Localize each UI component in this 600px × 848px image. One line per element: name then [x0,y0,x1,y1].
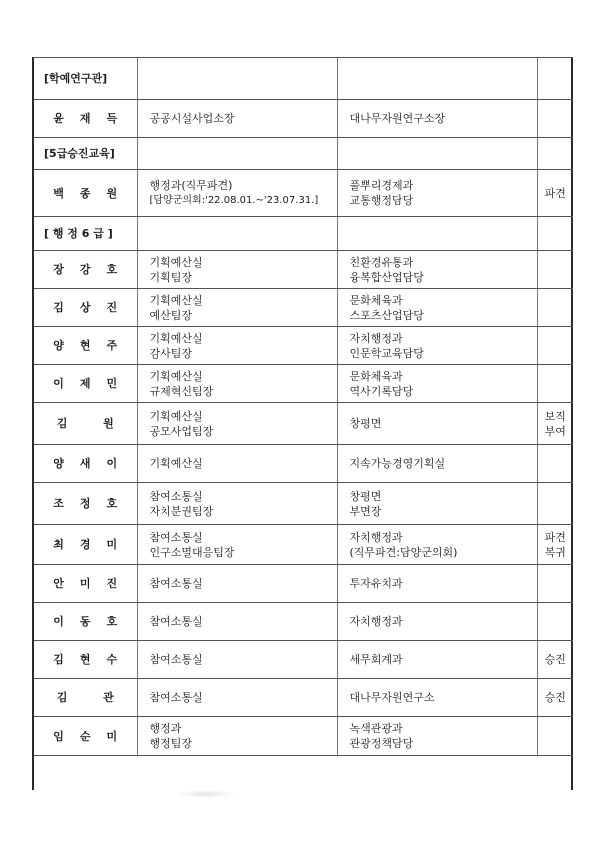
position-text: 창평면 [349,417,382,430]
position-text: 공공시설사업소장 [149,112,235,125]
section-heading: [5급승진교육] [34,138,137,170]
position-text: 세무회계과 [349,653,403,666]
empty-cell [337,138,537,170]
previous-position [137,251,337,289]
remark [537,525,573,565]
personnel-roster [32,57,573,790]
position-text: 대나무자원연구소장 [349,112,446,125]
new-position [337,170,537,217]
position-text: (직무파견:담양군의회) [349,545,458,559]
position-text: 역사기록담당 [349,384,414,398]
person-name: 백종원 [34,170,137,217]
person-name: 김 원 [34,403,137,445]
remark [537,327,573,365]
remark [537,251,573,289]
previous-position [137,603,337,641]
new-position [337,525,537,565]
section-row [34,58,573,100]
table-row [34,327,573,365]
person-name: 안미진 [34,565,137,603]
previous-position [137,289,337,327]
previous-position [137,403,337,445]
person-name: 김상진 [34,289,137,327]
section-row [34,138,573,170]
table-row [34,603,573,641]
table-row [34,717,573,756]
previous-position [137,327,337,365]
empty-cell [337,217,537,251]
position-text: 자치행정과 [349,331,403,345]
new-position [337,403,537,445]
person-name: 김 관 [34,679,137,717]
previous-position [137,679,337,717]
remark-text: 부여 [544,424,566,438]
new-position [337,603,537,641]
remark [537,565,573,603]
position-text: 기획예산실 [149,293,203,307]
table-row [34,641,573,679]
empty-cell [337,58,537,100]
position-text: 공모사업팀장 [149,424,214,438]
remark [537,483,573,525]
new-position [337,445,537,483]
position-text: 녹색관광과 [349,722,403,735]
position-text: 참여소통실 [149,489,203,503]
empty-cell [137,138,337,170]
person-name: 이제민 [34,365,137,403]
new-position [337,565,537,603]
remark [537,679,573,717]
person-name: 장강호 [34,251,137,289]
table-row [34,403,573,445]
empty-cell [137,58,337,100]
position-text: 문화체육과 [349,293,403,307]
position-text: 행정팀장 [149,737,193,750]
remark [537,717,573,756]
position-text: 기획예산실 [149,369,203,383]
person-name: 김현수 [34,641,137,679]
person-name: 임순미 [34,717,137,756]
position-text: 투자유치과 [349,577,403,590]
position-text: 교통행정담당 [349,194,414,207]
table-row [34,679,573,717]
remark [537,289,573,327]
table-row [34,445,573,483]
remark [537,403,573,445]
previous-position [137,641,337,679]
new-position [337,483,537,525]
table-row [34,525,573,565]
new-position [337,717,537,756]
position-text: 지속가능경영기획실 [349,457,446,470]
position-text: 기획예산실 [149,409,203,423]
position-text: 대나무자원연구소 [349,691,435,704]
new-position [337,641,537,679]
position-text: 문화체육과 [349,369,403,383]
table-row [34,251,573,289]
position-text: 친환경유통과 [349,255,414,269]
person-name: 양현주 [34,327,137,365]
previous-position [137,717,337,756]
position-text: 관광정책담당 [349,737,414,750]
position-text: 참여소통실 [149,691,203,704]
remark-text: 파견 [544,530,566,544]
remark [537,365,573,403]
section-heading: [ 행 정 6 급 ] [34,217,137,251]
position-text: 기획예산실 [149,331,203,345]
person-name: 최경미 [34,525,137,565]
position-text: 인문학교육담당 [349,346,424,360]
position-text: 예산팀장 [149,308,193,322]
position-text: 참여소통실 [149,653,203,666]
new-position [337,100,537,138]
new-position [337,327,537,365]
position-text: 융복합산업담당 [349,270,424,284]
section-row [34,217,573,251]
position-text: 감사팀장 [149,346,193,360]
position-text: 기획팀장 [149,270,193,284]
remark-text: 승진 [544,653,566,666]
remark-text: 파견 [544,186,566,200]
previous-position [137,525,337,565]
table-row [34,483,573,525]
person-name: 이동호 [34,603,137,641]
previous-position [137,365,337,403]
position-text: 기획예산실 [149,255,203,269]
position-text: 행정과 [149,722,182,735]
position-text: 행정과(직무파견) [149,179,233,192]
empty-cell [537,58,573,100]
remark [537,100,573,138]
position-text: 스포츠산업담당 [349,308,424,322]
position-text: 규제혁신팀장 [149,384,214,398]
position-text: 참여소통실 [149,615,203,628]
remark [537,641,573,679]
table-row [34,100,573,138]
previous-position [137,100,337,138]
remark-text: 보직 [544,409,566,423]
person-name: 윤재득 [34,100,137,138]
table-row [34,170,573,217]
table-row [34,365,573,403]
position-text: 자치행정과 [349,615,403,628]
empty-cell [137,217,337,251]
new-position [337,251,537,289]
position-text: 참여소통실 [149,577,203,590]
roster-table [34,57,573,756]
empty-cell [537,138,573,170]
previous-position [137,170,337,217]
remark [537,603,573,641]
previous-position [137,483,337,525]
position-text: 자치행정과 [349,530,403,544]
position-text: 기획예산실 [149,457,203,470]
position-text: 참여소통실 [149,530,203,544]
position-text: [담양군의회:'22.08.01.~'23.07.31.] [149,195,319,206]
remark-text: 복귀 [544,545,566,559]
position-text: 인구소멸대응팀장 [149,545,235,559]
remark [537,170,573,217]
scan-smudge [176,790,236,798]
table-row [34,565,573,603]
new-position [337,365,537,403]
empty-cell [537,217,573,251]
remark-text: 승진 [544,691,566,704]
table-row [34,289,573,327]
position-text: 자치분권팀장 [149,504,214,518]
section-heading: [학예연구관] [34,58,137,100]
previous-position [137,445,337,483]
new-position [337,289,537,327]
previous-position [137,565,337,603]
new-position [337,679,537,717]
remark [537,445,573,483]
person-name: 조정호 [34,483,137,525]
position-text: 창평면 [349,489,382,503]
position-text: 부면장 [349,504,382,518]
position-text: 풀뿌리경제과 [349,179,414,192]
person-name: 양새이 [34,445,137,483]
